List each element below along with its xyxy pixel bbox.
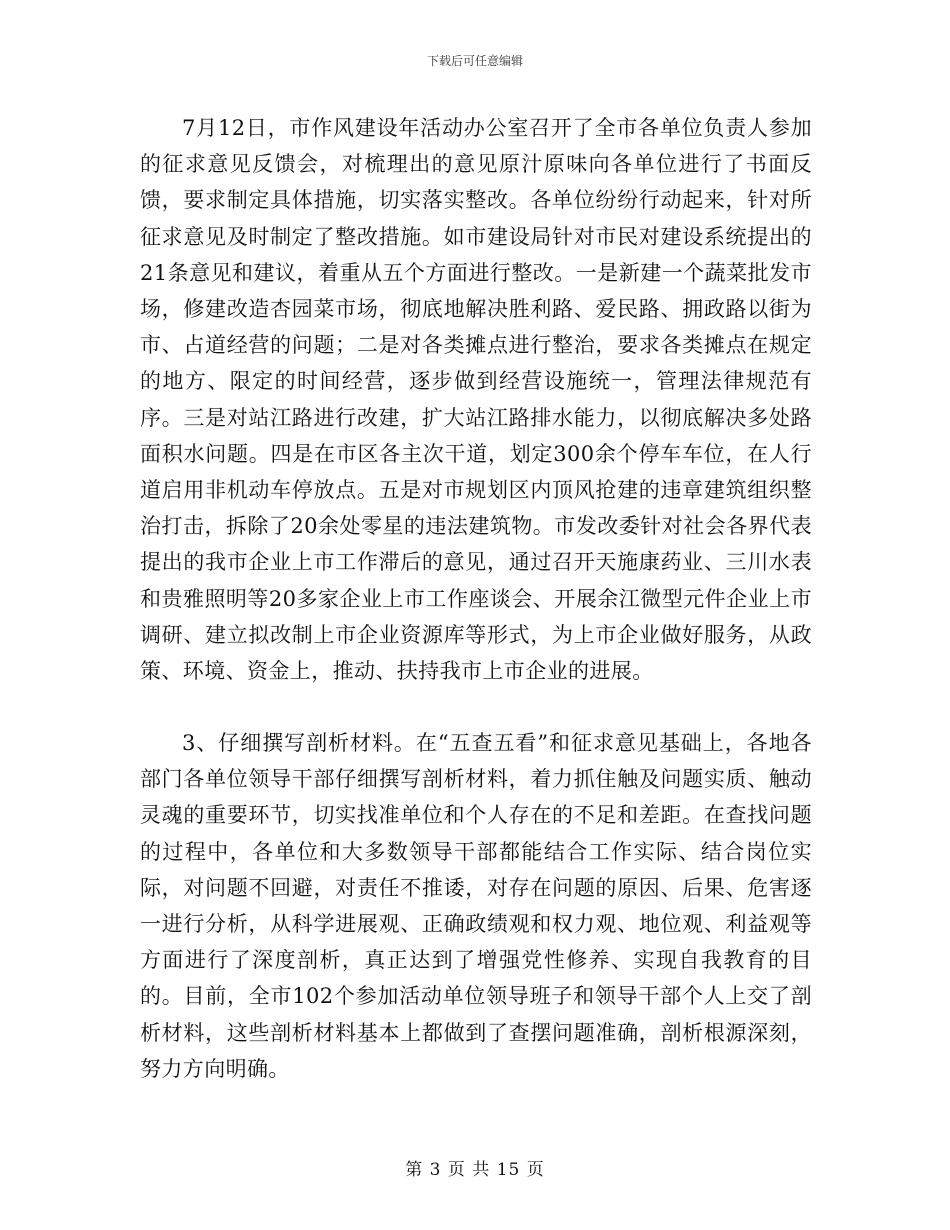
document-body: [140, 110, 812, 1087]
page-number: 第 3 页 共 15 页: [405, 1160, 545, 1180]
page-header-note: 下载后可任意编辑: [426, 54, 523, 68]
body-paragraph: 3、仔细撰写剖析材料。在“五查五看”和征求意见基础上，各地各部门各单位领导干部仔细撰写剖析材料，着力抓住触及问题实质、触动灵魂的重要环节，切实找准单位和个人存在的不足和差距。在查找问题的过程中，各单位和大多数领导干部都能结合工作实际、结合岗位实际，对问题不回避，对责任不推诿，对存在问题的原因、后果、危害逐一进行分析，从科学进展观、正确政绩观和权力观、地位观、利益观等方面进行了深度剖析，真正达到了增强党性修养、实现自我教育的目的。目前，全市102个参加活动单位领导班子和领导干部个人上交了剖析材料，这些剖析材料基本上都做到了查摆问题准确，剖析根源深刻，努力方向明确。: [140, 731, 812, 1081]
body-paragraph: 7月12日，市作风建设年活动办公室召开了全市各单位负责人参加的征求意见反馈会，对梳理出的意见原汁原味向各单位进行了书面反馈，要求制定具体措施，切实落实整改。各单位纷纷行动起来，针对所征求意见及时制定了整改措施。如市建设局针对市民对建设系统提出的21条意见和建议，着重从五个方面进行整改。一是新建一个蔬菜批发市场，修建改造杏园菜市场，彻底地解决胜利路、爱民路、拥政路以街为市、占道经营的问题；二是对各类摊点进行整治，要求各类摊点在规定的地方、限定的时间经营，逐步做到经营设施统一，管理法律规范有序。三是对站江路进行改建，扩大站江路排水能力，以彻底解决多处路面积水问题。四是在市区各主次干道，划定300余个停车车位，在人行道启用非机动车停放点。五是对市规划区内顶风抢建的违章建筑组织整治打击，拆除了20余处零星的违法建筑物。市发改委针对社会各界代表提出的我市企业上市工作滞后的意见，通过召开天施康药业、三川水表和贵雅照明等20多家企业上市工作座谈会、开展余江微型元件企业上市调研、建立拟改制上市企业资源库等形式，为上市企业做好服务，从政策、环境、资金上，推动、扶持我市上市企业的进展。: [140, 116, 812, 684]
